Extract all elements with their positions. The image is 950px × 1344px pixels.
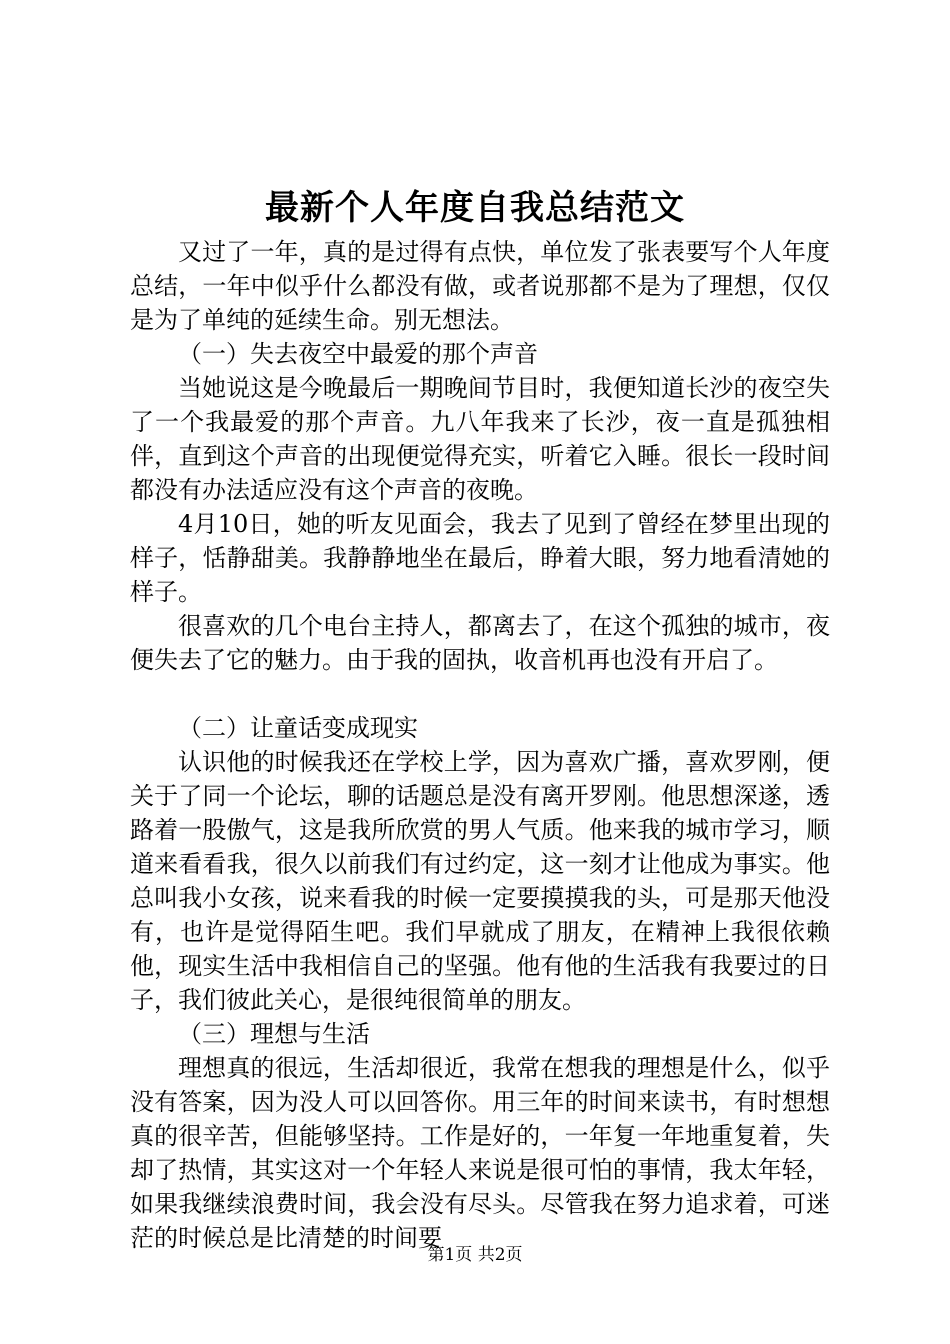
blank-line [130, 677, 830, 711]
page-number-footer: 第1页 共2页 [427, 1245, 523, 1265]
document-title: 最新个人年度自我总结范文 [265, 188, 685, 228]
paragraph: 当她说这是今晚最后一期晚间节目时，我便知道长沙的夜空失了一个我最爱的那个声音。九八年我来了长沙，夜一直是孤独相伴，直到这个声音的出现便觉得充实，听着它入睡。很长一段时间都没有办法适应没有这个声音的夜晚。 [130, 374, 830, 504]
paragraph: 很喜欢的几个电台主持人，都离去了，在这个孤独的城市，夜便失去了它的魅力。由于我的固执，收音机再也没有开启了。 [130, 612, 830, 674]
section-heading-3: （三）理想与生活 [178, 1020, 370, 1048]
paragraph: 认识他的时候我还在学校上学，因为喜欢广播，喜欢罗刚，便关于了同一个论坛，聊的话题总是没有离开罗刚。他思想深遂，透路着一股傲气，这是我所欣赏的男人气质。他来我的城市学习，顺道来看看我，很久以前我们有过约定，这一刻才让他成为事实。他总叫我小女孩，说来看我的时候一定要摸摸我的头，可是那天他没有，也许是觉得陌生吧。我们早就成了朋友，在精神上我很依赖他，现实生活中我相信自己的坚强。他有他的生活我有我要过的日子，我们彼此关心，是很纯很简单的朋友。 [130, 748, 830, 1014]
paragraph: 理想真的很远，生活却很近，我常在想我的理想是什么，似乎没有答案，因为没人可以回答你。用三年的时间来读书，有时想想真的很辛苦，但能够坚持。工作是好的，一年复一年地重复着，失却了热情，其实这对一个年轻人来说是很可怕的事情，我太年轻，如果我继续浪费时间，我会没有尽头。尽管我在努力追求着，可迷茫的时候总是比清楚的时间要 [130, 1054, 830, 1252]
paragraph: 4月10日，她的听友见面会，我去了见到了曾经在梦里出现的样子，恬静甜美。我静静地坐在最后，睁着大眼，努力地看清她的样子。 [130, 510, 830, 606]
paragraph-intro: 又过了一年，真的是过得有点快，单位发了张表要写个人年度总结，一年中似乎什么都没有做，或者说那都不是为了理想，仅仅是为了单纯的延续生命。别无想法。 [130, 238, 830, 334]
section-heading-1: （一）失去夜空中最爱的那个声音 [178, 340, 538, 368]
document-body [130, 235, 830, 1255]
section-heading-2: （二）让童话变成现实 [178, 714, 418, 742]
